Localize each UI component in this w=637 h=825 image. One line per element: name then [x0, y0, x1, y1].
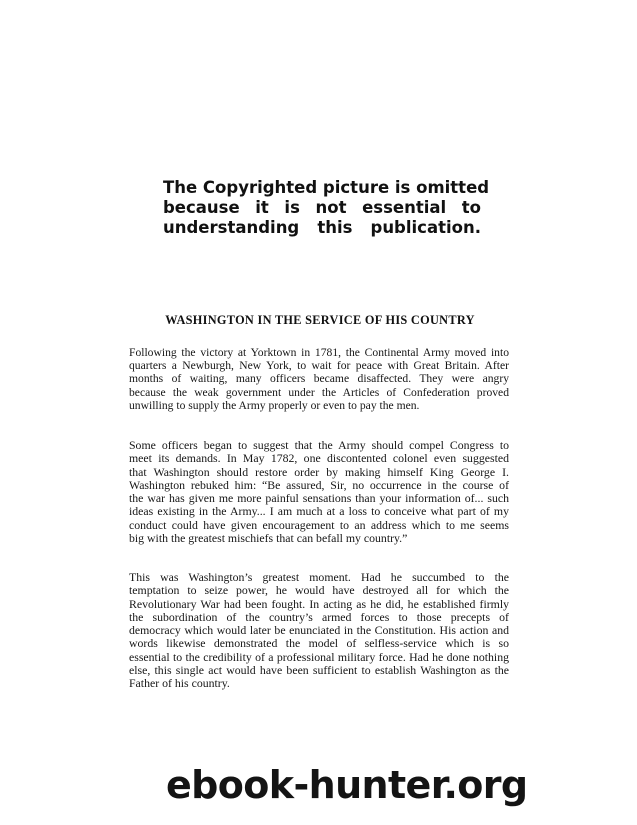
paragraph-line: Washington rebuked him: “Be assured, Sir, no occurrence in the course of	[129, 477, 509, 492]
paragraph-line: the war has given me more painful sensations than your information of... such	[129, 491, 509, 506]
paragraph-line: Revolutionary War had been fought. In acting as he did, he established firmly	[129, 596, 509, 611]
paragraph-line: quarters a Newburgh, New York, to wait for peace with Great Britain. After	[129, 359, 509, 373]
paragraph-line: democracy which would later be enunciated in the Constitution. His action and	[129, 623, 509, 638]
copyright-notice	[163, 178, 490, 238]
paragraph-line: words likewise demonstrated the model of selfless-service which is so	[129, 636, 509, 651]
paragraph-3	[129, 571, 509, 691]
paragraph-line: meet its demands. In May 1782, one discontented colonel even suggested	[129, 451, 509, 466]
paragraph-2	[129, 439, 509, 545]
paragraph-line: the subordination of the country’s armed forces to those precepts of	[129, 609, 509, 624]
paragraph-line: This was Washington’s greatest moment. Had he succumbed to the	[129, 570, 509, 584]
copyright-notice-line: understanding this publication.	[163, 218, 481, 237]
paragraph-line: essential to the credibility of a professional military force. Had he done nothing	[129, 649, 509, 664]
paragraph-line: temptation to seize power, he would have destroyed all for which the	[129, 583, 509, 598]
paragraph-line: big with the greatest mischiefs that can befall my country.”	[129, 531, 408, 546]
copyright-notice-line: because it is not essential to	[163, 198, 481, 217]
paragraph-line: that Washington should restore order by making himself King George I.	[129, 464, 509, 479]
paragraph-line: months of waiting, many officers became disaffected. They were angry	[129, 372, 509, 386]
watermark-text: ebook-hunter.org	[166, 763, 528, 807]
paragraph-line: Following the victory at Yorktown in 1781, the Continental Army moved into	[129, 346, 509, 359]
paragraph-line: Some officers began to suggest that the Army should compel Congress to	[129, 438, 509, 452]
paragraph-1	[129, 346, 509, 412]
paragraph-line: else, this single act would have been sufficient to establish Washington as the	[129, 663, 509, 678]
copyright-notice-line: The Copyrighted picture is omitted	[163, 178, 490, 197]
paragraph-line: ideas existing in the Army... I am much at a loss to conceive what part of my	[129, 504, 509, 519]
paragraph-line: because the weak government under the Articles of Confederation proved	[129, 385, 509, 399]
paragraph-line: Father of his country.	[129, 676, 230, 691]
section-title: WASHINGTON IN THE SERVICE OF HIS COUNTRY	[165, 313, 475, 327]
paragraph-line: conduct could have given encouragement to an address which to me seems	[129, 517, 509, 532]
paragraph-line: unwilling to supply the Army properly or even to pay the men.	[129, 398, 420, 412]
